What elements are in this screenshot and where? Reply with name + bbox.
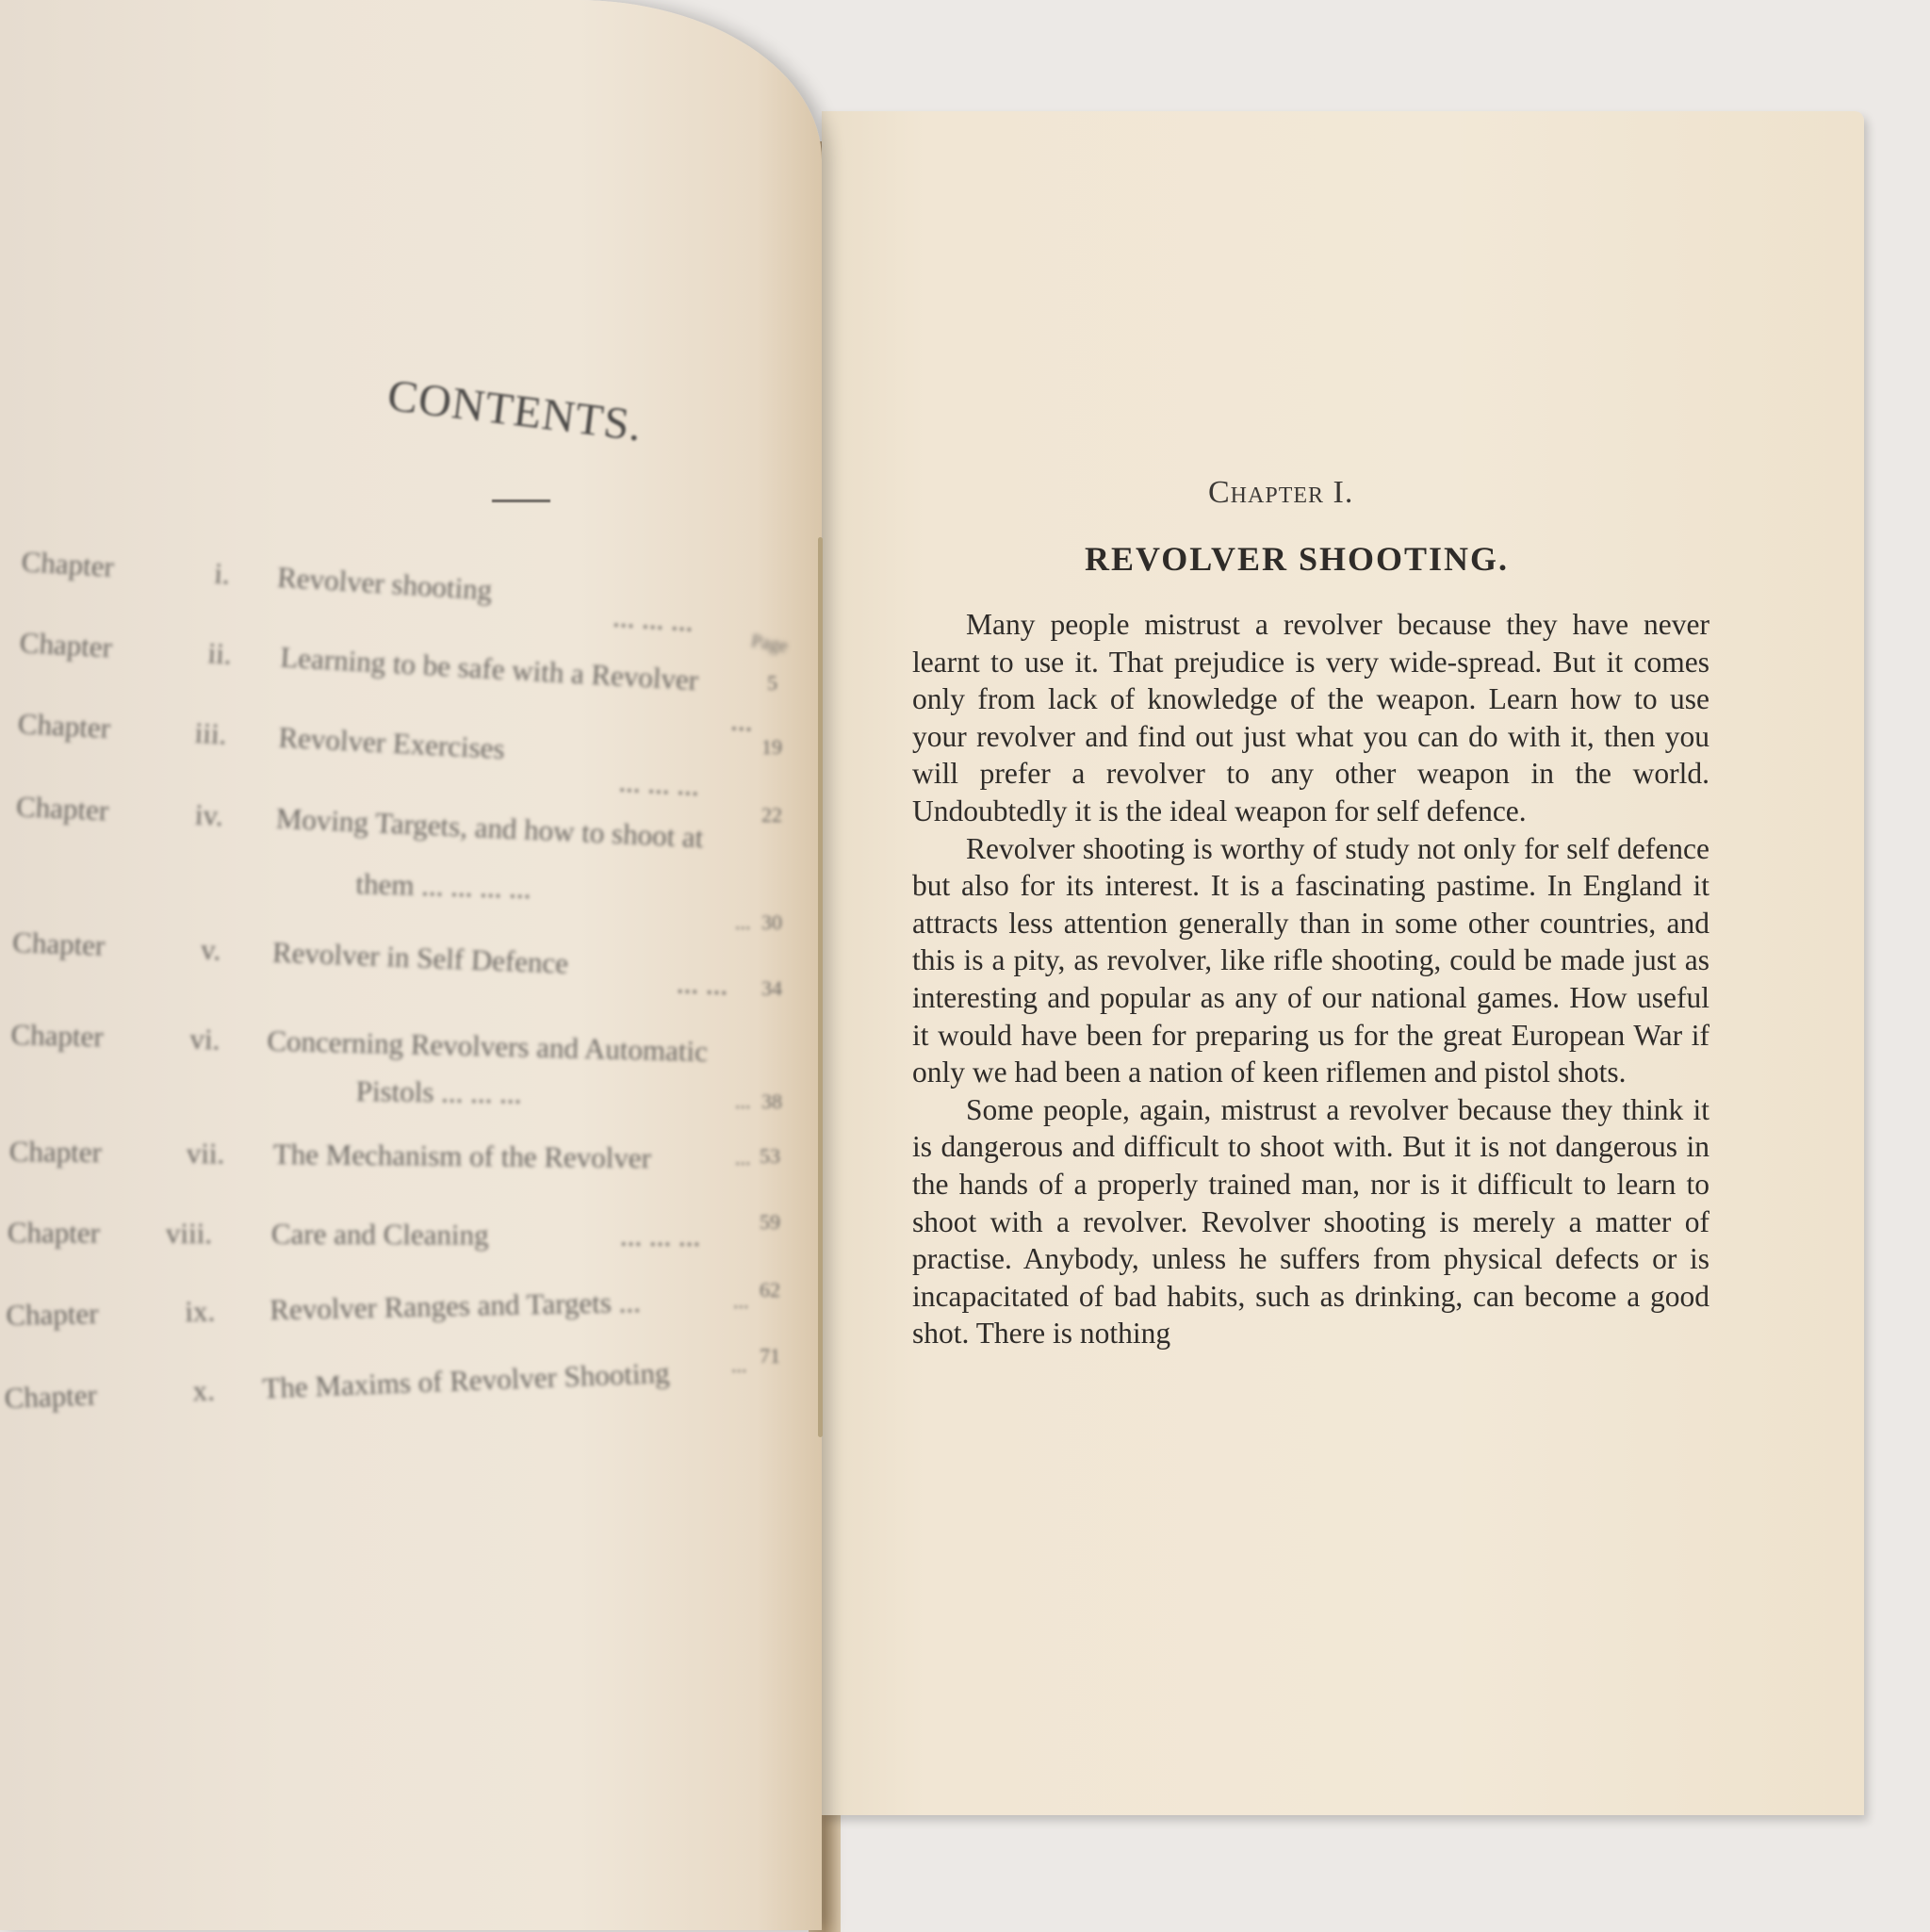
- toc-chapter-label: Chapter: [4, 1378, 98, 1415]
- toc-chapter-number: ii.: [206, 636, 233, 671]
- toc-chapter-number: vii.: [186, 1136, 225, 1171]
- toc-entry-6-continuation: [355, 1074, 521, 1110]
- toc-page-number: 5: [767, 671, 777, 695]
- toc-leader: ...: [735, 1146, 751, 1170]
- toc-chapter-number: ix.: [184, 1294, 216, 1329]
- toc-leader: ...: [735, 910, 751, 934]
- toc-page-number: 62: [760, 1278, 780, 1302]
- body-paragraph-2: Revolver shooting is worthy of study not only for self defence but also for its interest. It is a fascinating pastime. In England it attracts less attention generally than in some other countries, and this is a pity, as revolver, like rifle shooting, could be made just as interesting and popular as any of our national games. How useful it would have been for preparing us for the great European War if only we had been a nation of keen riflemen and pistol shots.: [912, 831, 1709, 1089]
- toc-chapter-title: Revolver in Self Defence: [271, 935, 569, 980]
- toc-chapter-title: Care and Cleaning: [270, 1217, 489, 1252]
- toc-chapter-label: Chapter: [17, 707, 112, 745]
- body-paragraph-3: Some people, again, mistrust a revolver because they think it is dangerous and difficult to shoot with. But it is not dangerous in the hands of a properly trained man, nor is it difficult to learn to shoot with a revolver. Revolver shooting is merely a matter of practise. Anybody, unless he suffers from physical defects or is incapacitated of bad habits, such as drinking, can become a good shot. There is nothing: [912, 1092, 1709, 1351]
- toc-page-number: 19: [761, 735, 782, 759]
- toc-chapter-label: Chapter: [10, 1018, 105, 1054]
- toc-title-continuation: Pistols ... ... ...: [355, 1074, 522, 1110]
- toc-page-number: 22: [761, 803, 782, 827]
- contents-list: [0, 0, 822, 1930]
- toc-leader: ... ... ...: [612, 599, 695, 638]
- toc-page-number: 30: [761, 910, 782, 934]
- toc-chapter-label: Chapter: [11, 925, 106, 962]
- toc-chapter-title: Moving Targets, and how to shoot at: [275, 801, 705, 855]
- toc-leader: ...: [733, 1289, 749, 1313]
- toc-chapter-label: Chapter: [19, 626, 113, 664]
- page-column-label: Page: [749, 630, 790, 658]
- chapter-title: REVOLVER SHOOTING.: [1085, 540, 1510, 578]
- toc-chapter-title: The Maxims of Revolver Shooting: [261, 1355, 671, 1405]
- toc-chapter-title: Learning to be safe with a Revolver: [279, 640, 700, 697]
- toc-chapter-title: Revolver Exercises: [277, 720, 506, 766]
- toc-chapter-title: The Mechanism of the Revolver: [272, 1137, 652, 1175]
- toc-chapter-number: v.: [200, 932, 222, 967]
- toc-page-number: 59: [760, 1210, 780, 1234]
- toc-chapter-label: Chapter: [8, 1135, 103, 1170]
- toc-chapter-label: Chapter: [7, 1216, 101, 1250]
- toc-chapter-label: Chapter: [15, 790, 110, 827]
- toc-leader: ...: [735, 1089, 751, 1113]
- toc-title-continuation: them ... ... ... ...: [355, 867, 532, 905]
- toc-leader: ... ... ...: [617, 764, 700, 802]
- toc-chapter-label: Chapter: [6, 1296, 99, 1332]
- body-paragraph-1: Many people mistrust a revolver because they have never learnt to use it. That prejudice is very wide-spread. But it comes only from lack of knowledge of the weapon. Learn how to use your revolver and find out just what you can do with it, then you will prefer a revolver to any other weapon in the world. Undoubtedly it is the ideal weapon for self defence.: [912, 608, 1709, 827]
- toc-page-number: 38: [761, 1089, 782, 1113]
- contents-title: CONTENTS.: [384, 369, 646, 451]
- toc-chapter-title: Revolver Ranges and Targets ...: [269, 1285, 642, 1327]
- toc-leader: ... ... ...: [619, 1219, 701, 1253]
- toc-leader: ... ...: [676, 966, 729, 1002]
- toc-leader: ...: [729, 703, 754, 738]
- toc-chapter-number: iv.: [194, 797, 224, 832]
- chapter-heading: Chapter I.: [1208, 475, 1354, 510]
- toc-leader: ...: [731, 1353, 747, 1377]
- toc-chapter-number: iii.: [193, 715, 228, 751]
- chapter-body: [912, 606, 1709, 1352]
- toc-chapter-title: Revolver shooting: [276, 560, 494, 607]
- toc-chapter-number: vi.: [189, 1022, 221, 1056]
- toc-chapter-label: Chapter: [20, 545, 115, 583]
- toc-page-number: 34: [761, 976, 782, 1000]
- toc-chapter-number: i.: [213, 556, 231, 591]
- toc-entry-4-continuation: [355, 867, 532, 906]
- toc-chapter-number: viii.: [165, 1216, 213, 1251]
- toc-chapter-number: x.: [191, 1373, 216, 1408]
- toc-page-number: 53: [760, 1144, 780, 1168]
- toc-page-number: 71: [760, 1344, 780, 1367]
- toc-chapter-title: Concerning Revolvers and Automatic: [267, 1023, 709, 1069]
